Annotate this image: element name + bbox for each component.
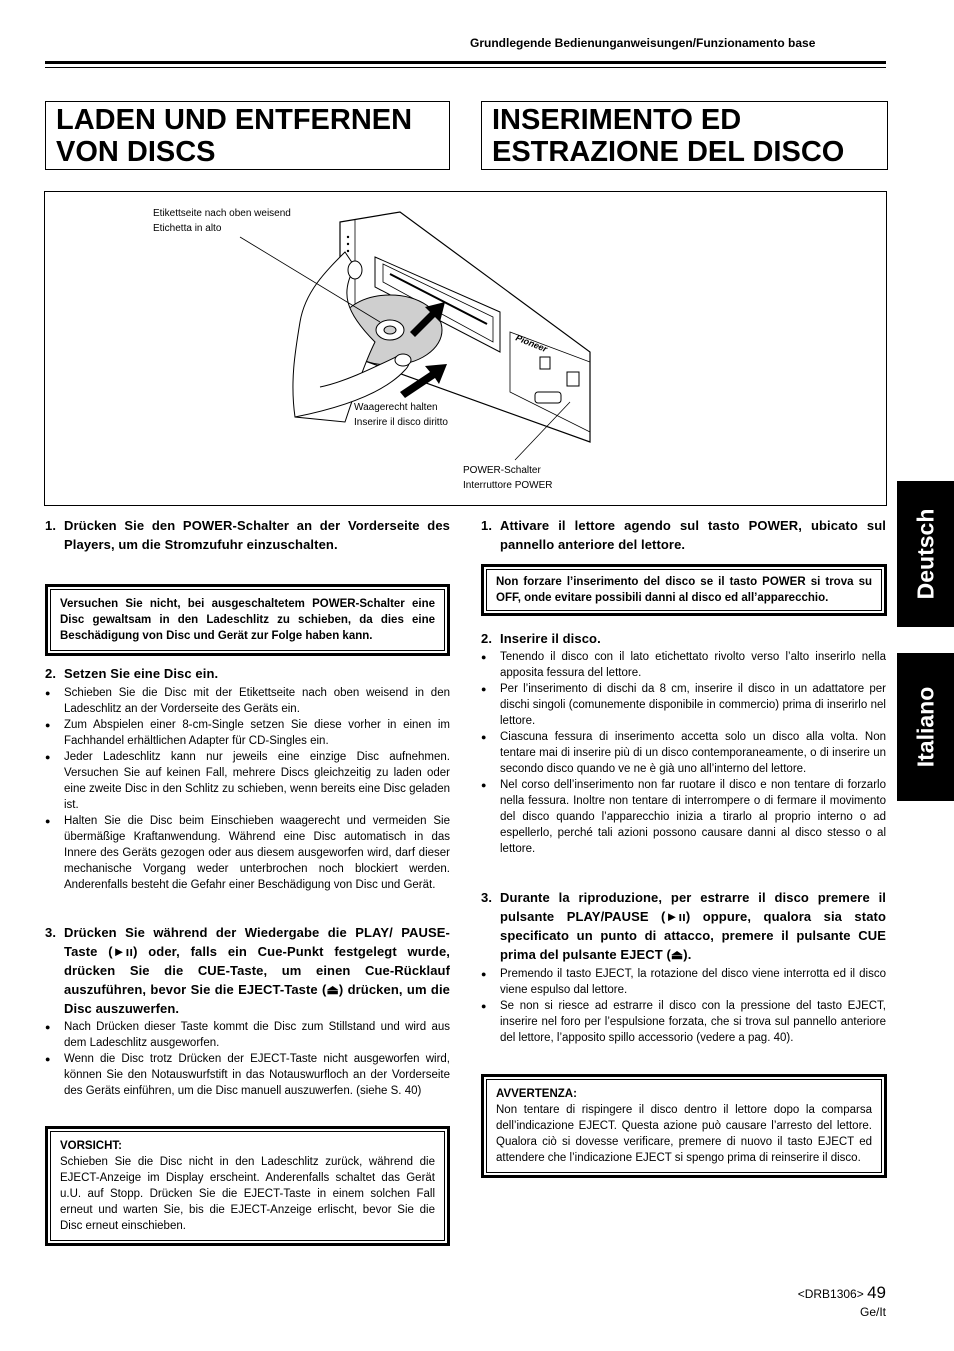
it-step-2 [481, 629, 886, 857]
caption-label-side-it: Etichetta in alto [153, 223, 222, 234]
caption-hold-level-de: Waagerecht halten [354, 402, 438, 413]
it-step-3-list [481, 966, 886, 1046]
page-number: 49 [867, 1283, 886, 1302]
it-step-1-number: 1. [481, 518, 493, 533]
list-item: ● Se non si riesce ad estrarre il disco con la pressione del tasto EJECT, inserire nel foro per l’espulsione forzata, che si trova sul pannello anteriore del lettore, l’apposito spillo accessorio (vedere a pag. 40). [481, 998, 886, 1046]
de-note-power [45, 584, 450, 656]
it-note-power [481, 564, 887, 616]
language-code: Ge/It [859, 1305, 886, 1319]
document-code: <DRB1306> [797, 1287, 864, 1301]
de-step-3-number: 3. [45, 925, 57, 940]
list-item: ● Nel corso dell’inserimento non far ruotare il disco e non tentare di forzarlo nella fessura. Inoltre non tentare di interrompere o di fermare il movimento del disco quando l’apparecchio inizia a tirarlo al proprio interno o ad espellerlo, perché tali azioni possono causare danni al disco stesso o al lettore. [481, 777, 886, 857]
title-it: INSERIMENTO ED ESTRAZIONE DEL DISCO [481, 101, 888, 170]
list-item: ● Per l’inserimento di dischi da 8 cm, inserire il disco in un adattatore per dischi singoli (comunemente disponibile in commercio) prima di inserirlo nel lettore. [481, 681, 886, 729]
caption-power-switch-it: Interruttore POWER [463, 480, 553, 491]
list-item: ● Zum Abspielen einer 8-cm-Single setzen Sie diese vorher in einen im Fachhandel erhältlichen Adapter für CD-Singles ein. [45, 717, 450, 749]
it-step-1 [481, 516, 886, 554]
de-step-1-number: 1. [45, 518, 57, 533]
caption-label-side-de: Etikettseite nach oben weisend [153, 208, 291, 219]
it-step-3-number: 3. [481, 890, 493, 905]
tab-deutsch[interactable] [897, 481, 954, 627]
it-warning-text: Non tentare di rispingere il disco dentro il lettore dopo la comparsa dell’indicazione EJECT. Questa azione può causare l’arresto del lettore. Qualora ciò si dovesse verificare, premere di nuovo il tasto EJECT ed attendere che l’indicazione EJECT si spengo prima di reinserire il disco. [496, 1104, 872, 1164]
it-step-2-list [481, 649, 886, 857]
page-footer [798, 1283, 886, 1319]
it-warning-box [481, 1074, 887, 1178]
caption-hold-level-it: Inserire il disco diritto [354, 417, 448, 428]
it-step-2-number: 2. [481, 631, 493, 646]
it-step-2-text: Inserire il disco. [500, 631, 601, 646]
it-step-3-text: Durante la riproduzione, per estrarre il disco premere il pulsante PLAY/PAUSE (►ıı) oppure, qualora sia stato specificato un punto di attacco, premere il pulsante CUE prima del pulsante EJECT (⏏). [500, 890, 886, 962]
player-drawing [45, 192, 886, 505]
header-rule-thin [45, 67, 886, 68]
de-step-3 [45, 923, 450, 1099]
list-item: ● Ciascuna fessura di inserimento accetta solo un disco alla volta. Non tentare mai di inserire più di un disco contemporaneamente, o di inserire un secondo disco quando ve ne è già uno all’interno del lettore. [481, 729, 886, 777]
brand-logo: Pioneer [514, 332, 549, 355]
tab-italiano-label: Italiano [912, 686, 938, 768]
it-step-1-text: Attivare il lettore agendo sul tasto POWER, ubicato sul pannello anteriore del lettore. [500, 518, 886, 552]
header-rule-thick [45, 61, 886, 64]
de-step-2 [45, 664, 450, 893]
de-step-2-number: 2. [45, 666, 57, 681]
list-item: ● Nach Drücken dieser Taste kommt die Disc zum Stillstand und wird aus dem Ladeschlitz ausgeworfen. [45, 1019, 450, 1051]
de-step-2-text: Setzen Sie eine Disc ein. [64, 666, 219, 681]
it-note-power-text: Non forzare l’inserimento del disco se il tasto POWER si trova su OFF, onde evitare possibili danni al disco ed all’apparecchio. [486, 569, 882, 611]
title-de: LADEN UND ENTFERNEN VON DISCS [45, 101, 450, 170]
list-item: ● Halten Sie die Disc beim Einschieben waagerecht und vermeiden Sie übermäßige Kraftanwendung. Während eine Disc automatisch in das Innere des Geräts gezogen oder aus diesem ausgeworfen wird, darf dieser mechanische Vorgang weder unterbrochen noch blockiert werden. Anderenfalls besteht die Gefahr einer Beschädigung von Disc und Gerät. [45, 813, 450, 893]
de-caution-text: Schieben Sie die Disc nicht in den Ladeschlitz zurück, während die EJECT-Anzeige im Display erscheint. Anderenfalls schaltet das Gerät u.U. auf Stopp. Drücken Sie die EJECT-Taste in einem solchen Fall erneut und warten Sie, bis die EJECT-Anzeige erlischt, bevor Sie die Disc erneut einschieben. [60, 1156, 435, 1232]
de-step-3-text: Drücken Sie während der Wiedergabe die PLAY/ PAUSE-Taste (►ıı) oder, falls ein Cue-Punkt festgelegt wurde, drücken Sie die CUE-Taste, um einen Cue-Rücklauf auszuführen, bevor Sie die EJECT-Taste (⏏) drücken, um die Disc auszuwerfen. [64, 925, 450, 1016]
caption-power-switch-de: POWER-Schalter [463, 465, 541, 476]
list-item: ● Premendo il tasto EJECT, la rotazione del disco viene interrotta ed il disco viene espulso dal lettore. [481, 966, 886, 998]
de-note-power-text: Versuchen Sie nicht, bei ausgeschaltetem POWER-Schalter eine Disc gewaltsam in den Ladeschlitz zu schieben, da dies eine Beschädigung von Disc und Gerät zur Folge haben kann. [50, 589, 445, 651]
de-caution-box [45, 1126, 450, 1246]
caption-label-side [153, 206, 291, 236]
running-header: Grundlegende Bedienunganweisungen/Funzionamento base [470, 36, 816, 50]
de-step-2-list [45, 685, 450, 893]
list-item: ● Tenendo il disco con il lato etichettato rivolto verso l’alto inserirlo nella apposita fessura del lettore. [481, 649, 886, 681]
tab-deutsch-label: Deutsch [912, 508, 938, 600]
list-item: ● Wenn die Disc trotz Drücken der EJECT-Taste nicht ausgeworfen wird, können Sie den Notauswurfstift in das Notauswurfloch an der Vorderseite des Geräts einführen, um die Disc manuell auszuwerfen. (siehe S. 40) [45, 1051, 450, 1099]
caption-hold-level [354, 400, 448, 430]
de-step-1 [45, 516, 450, 554]
list-item: ● Jeder Ladeschlitz kann nur jeweils eine einzige Disc aufnehmen. Versuchen Sie auf keinen Fall, mehrere Discs gleichzeitig zu laden oder eine zweite Disc in den Schlitz zu schieben, wenn bereits eine Disc geladen ist. [45, 749, 450, 813]
de-step-3-list [45, 1019, 450, 1099]
de-step-1-text: Drücken Sie den POWER-Schalter an der Vorderseite des Players, um die Stromzufuhr einzuschalten. [64, 518, 450, 552]
list-item: ● Schieben Sie die Disc mit der Etikettseite nach oben weisend in den Ladeschlitz an der Vorderseite des Geräts ein. [45, 685, 450, 717]
tab-italiano[interactable] [897, 653, 954, 801]
disc-loading-illustration [44, 191, 887, 506]
it-warning-title: AVVERTENZA: [496, 1088, 577, 1100]
caption-power-switch [463, 463, 552, 493]
de-caution-title: VORSICHT: [60, 1140, 122, 1152]
it-step-3 [481, 888, 886, 1046]
